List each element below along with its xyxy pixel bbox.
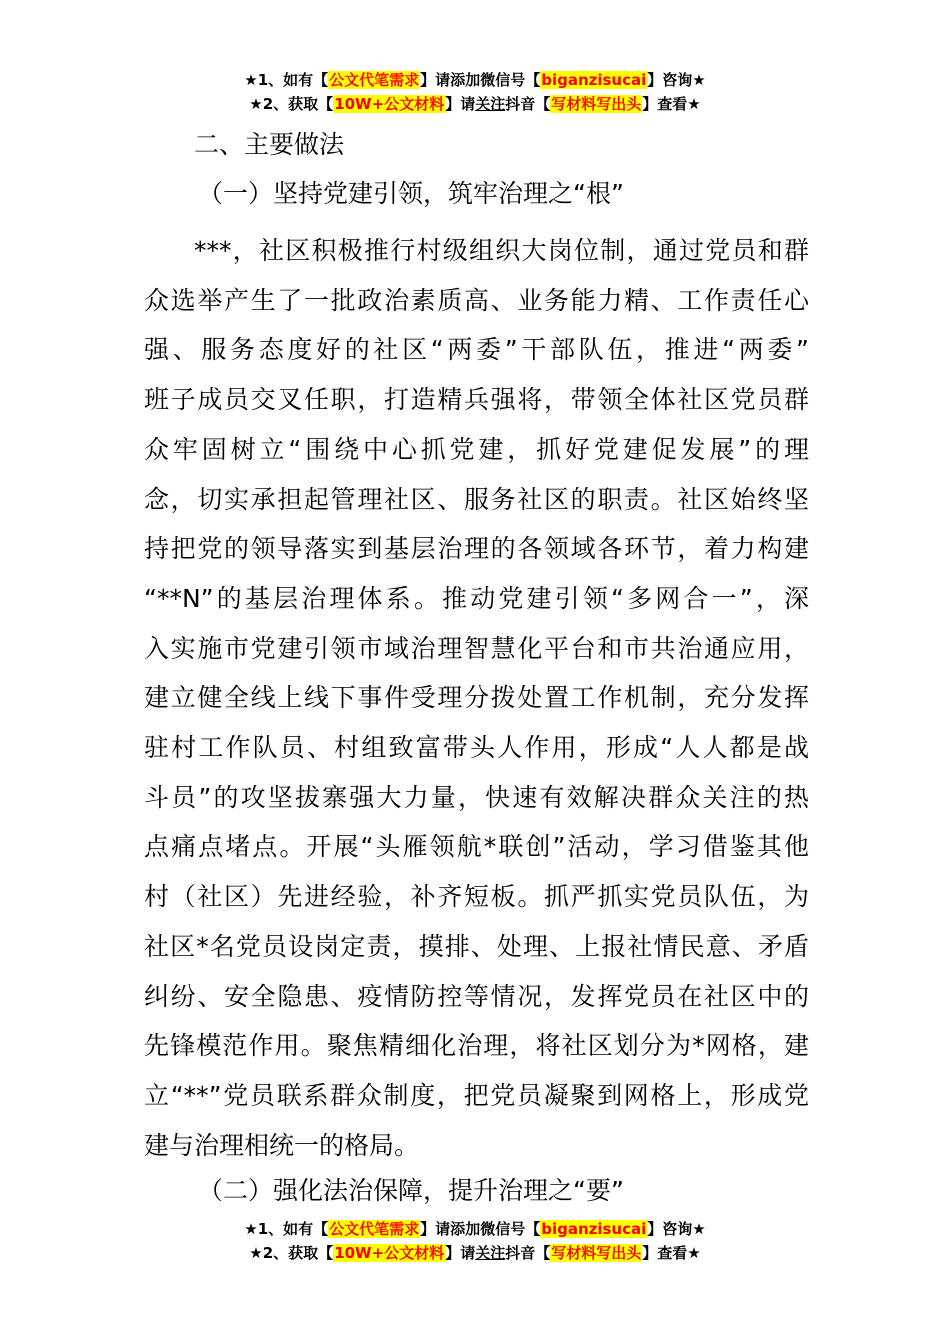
highlight-service: 公文代笔需求 bbox=[329, 71, 420, 89]
paragraph-line: 持把党的领导落实到基层治理的各领域各环节，着力构建 bbox=[144, 534, 809, 564]
promo-text: 】请 bbox=[445, 95, 476, 113]
promo-line-2 bbox=[0, 92, 950, 116]
highlight-wechat-id: biganzisucai bbox=[541, 71, 647, 89]
paragraph-line: 斗员”的攻坚拔寨强大力量，快速有效解决群众关注的热 bbox=[144, 782, 809, 812]
paragraph-line: 点痛点堵点。开展“头雁领航*联创”活动，学习借鉴其他 bbox=[144, 832, 809, 862]
paragraph-line: 入实施市党建引领市域治理智慧化平台和市共治通应用， bbox=[144, 633, 809, 663]
paragraph-line: 众选举产生了一批政治素质高、业务能力精、工作责任心 bbox=[144, 285, 809, 315]
paragraph-line: 念，切实承担起管理社区、服务社区的职责。社区始终坚 bbox=[144, 484, 809, 514]
promo-underlined: 关注 bbox=[475, 1244, 506, 1262]
promo-emphasis: 加 bbox=[465, 71, 481, 89]
promo-text: 微信号【 bbox=[480, 1220, 541, 1238]
section-heading: 二、主要做法 bbox=[194, 130, 345, 159]
paragraph-line: 建立健全线上线下事件受理分拨处置工作机制，充分发挥 bbox=[144, 683, 809, 713]
subsection-heading-1: （一）坚持党建引领，筑牢治理之“根” bbox=[198, 179, 624, 208]
promo-text: ★2、获取【 bbox=[249, 1244, 334, 1262]
highlight-douyin-account: 写材料写出头 bbox=[551, 95, 642, 113]
promo-text: 抖音【 bbox=[505, 1244, 551, 1262]
promo-text: 】请添 bbox=[420, 1220, 466, 1238]
promo-text: 】咨询★ bbox=[647, 71, 706, 89]
paragraph-line: 村（社区）先进经验，补齐短板。抓严抓实党员队伍，为 bbox=[144, 882, 809, 912]
promo-text: 】咨询★ bbox=[647, 1220, 706, 1238]
promo-underlined: 关注 bbox=[475, 95, 506, 113]
paragraph-line: ***，社区积极推行村级组织大岗位制，通过党员和群 bbox=[194, 236, 809, 265]
promo-text: ★1、如有【 bbox=[244, 1220, 329, 1238]
subsection-heading-2: （二）强化法治保障，提升治理之“要” bbox=[198, 1176, 624, 1205]
paragraph-line: “**N”的基层治理体系。推动党建引领“多网合一”，深 bbox=[144, 583, 809, 613]
promo-text: 抖音【 bbox=[505, 95, 551, 113]
promo-banner-bottom bbox=[0, 1217, 950, 1265]
promo-banner-top bbox=[0, 68, 950, 116]
highlight-materials: 10W+公文材料 bbox=[334, 1244, 445, 1262]
paragraph-line: 班子成员交叉任职，打造精兵强将，带领全体社区党员群 bbox=[144, 385, 809, 415]
paragraph-line: 社区*名党员设岗定责，摸排、处理、上报社情民意、矛盾 bbox=[144, 931, 809, 961]
paragraph-line: 驻村工作队员、村组致富带头人作用，形成“人人都是战 bbox=[144, 733, 809, 763]
promo-text: 】查看★ bbox=[642, 95, 701, 113]
promo-line-2 bbox=[0, 1241, 950, 1265]
highlight-materials: 10W+公文材料 bbox=[334, 95, 445, 113]
promo-text: ★2、获取【 bbox=[249, 95, 334, 113]
paragraph-line: 先锋模范作用。聚焦精细化治理，将社区划分为*网格，建 bbox=[144, 1031, 809, 1061]
promo-emphasis: 加 bbox=[465, 1220, 481, 1238]
paragraph-line: 众牢固树立“围绕中心抓党建，抓好党建促发展”的理 bbox=[144, 434, 809, 464]
promo-text: 】请添 bbox=[420, 71, 466, 89]
promo-text: ★1、如有【 bbox=[244, 71, 329, 89]
promo-text: 】请 bbox=[445, 1244, 476, 1262]
paragraph-line: 强、服务态度好的社区“两委”干部队伍，推进“两委” bbox=[144, 335, 809, 365]
promo-text: 微信号【 bbox=[480, 71, 541, 89]
highlight-service: 公文代笔需求 bbox=[329, 1220, 420, 1238]
paragraph-line: 纠纷、安全隐患、疫情防控等情况，发挥党员在社区中的 bbox=[144, 981, 809, 1011]
body-paragraph bbox=[144, 226, 809, 1170]
highlight-douyin-account: 写材料写出头 bbox=[551, 1244, 642, 1262]
promo-line-1 bbox=[0, 1217, 950, 1241]
paragraph-line: 立“**”党员联系群众制度，把党员凝聚到网格上，形成党 bbox=[144, 1080, 809, 1110]
promo-text: 】查看★ bbox=[642, 1244, 701, 1262]
highlight-wechat-id: biganzisucai bbox=[541, 1220, 647, 1238]
paragraph-line: 建与治理相统一的格局。 bbox=[144, 1130, 420, 1160]
promo-line-1 bbox=[0, 68, 950, 92]
